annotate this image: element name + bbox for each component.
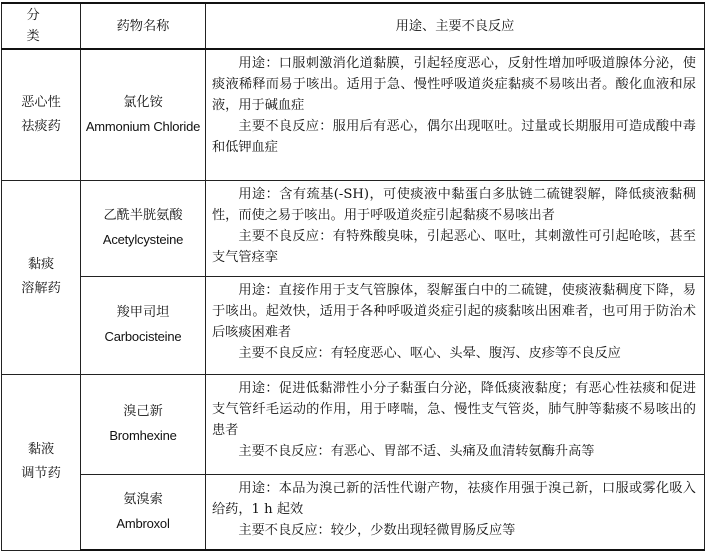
table-row <box>2 374 705 474</box>
drug-name-cn: 氨溴索 <box>123 491 163 507</box>
drug-name-en: Bromhexine <box>109 428 177 443</box>
drug-name-cn: 溴己新 <box>123 404 163 419</box>
expectorant-drug-table <box>1 2 705 551</box>
drug-name-cell <box>81 276 206 374</box>
drug-use: 用途：口服刺激消化道黏膜，引起轻度恶心，反射性增加呼吸道腺体分泌，使痰液稀释而易于咳出。适用于急、慢性呼吸道炎症黏痰不易咳出者。酸化血液和尿液，用于碱血症 <box>212 56 696 113</box>
table-row <box>2 49 705 180</box>
drug-name-cn: 羧甲司坦 <box>116 305 170 320</box>
drug-description <box>206 474 705 550</box>
table-row <box>2 276 705 374</box>
drug-adverse-reaction: 主要不良反应：服用后有恶心，偶尔出现呕吐。过量或长期服用可造成酸中毒和低钾血症 <box>212 119 696 155</box>
drug-name-en: Ambroxol <box>116 515 170 531</box>
drug-use: 用途：促进低黏滞性小分子黏蛋白分泌，降低痰液黏度；有恶心性祛痰和促进支气管纤毛运动的作用，用于哮喘，急、慢性支气管炎，肺气肿等黏痰不易咳出的患者 <box>212 380 696 438</box>
drug-name-cn: 氯化铵 <box>123 94 163 110</box>
drug-use: 用途：本品为溴己新的活性代谢产物，祛痰作用强于溴己新，口服或雾化吸入给药，1 h 起效 <box>212 480 696 517</box>
drug-name-en: Acetylcysteine <box>102 232 184 247</box>
drug-name-cell <box>81 374 206 474</box>
header-category: 分 类 <box>2 3 81 49</box>
header-drug-name: 药物名称 <box>81 3 206 49</box>
drug-description <box>206 180 705 276</box>
drug-name-cell <box>81 49 206 180</box>
drug-use: 用途：含有巯基(-SH)，可使痰液中黏蛋白多肽链二硫键裂解，降低痰液黏稠性，而使之易于咳出。用于呼吸道炎症引起黏痰不易咳出者 <box>212 186 696 223</box>
drug-description <box>206 374 705 474</box>
drug-name-en: Ammonium Chloride <box>85 118 201 134</box>
drug-use: 用途：直接作用于支气管腺体，裂解蛋白中的二硫键，使痰液黏稠度下降，易于咳出。起效快，适用于各种呼吸道炎症引起的痰黏咳出困难者，也可用于防治术后咳痰困难者 <box>212 282 696 340</box>
drug-name-en: Carbocisteine <box>104 329 182 344</box>
drug-adverse-reaction: 主要不良反应：较少，少数出现轻微胃肠反应等 <box>238 522 516 538</box>
category-mucus-regulator: 黏液 调节药 <box>2 374 81 550</box>
table-header-row <box>2 3 705 49</box>
category-mucolytic: 黏痰 溶解药 <box>2 180 81 374</box>
drug-adverse-reaction: 主要不良反应：有恶心、胃部不适、头痛及血清转氨酶升高等 <box>238 443 595 459</box>
drug-name-cell <box>81 474 206 550</box>
drug-description <box>206 276 705 374</box>
drug-adverse-reaction: 主要不良反应：有轻度恶心、呕心、头晕、腹泻、皮疹等不良反应 <box>238 345 621 361</box>
drug-name-cn: 乙酰半胱氨酸 <box>103 208 183 223</box>
table-row <box>2 474 705 550</box>
drug-description <box>206 49 705 180</box>
category-nausea-expectorant: 恶心性 祛痰药 <box>2 49 81 180</box>
drug-adverse-reaction: 主要不良反应：有特殊酸臭味，引起恶心、呕吐，其刺激性可引起呛咳，甚至支气管痉挛 <box>212 228 696 265</box>
drug-name-cell <box>81 180 206 276</box>
table-row <box>2 180 705 276</box>
header-use-adverse: 用途、主要不良反应 <box>206 3 705 49</box>
